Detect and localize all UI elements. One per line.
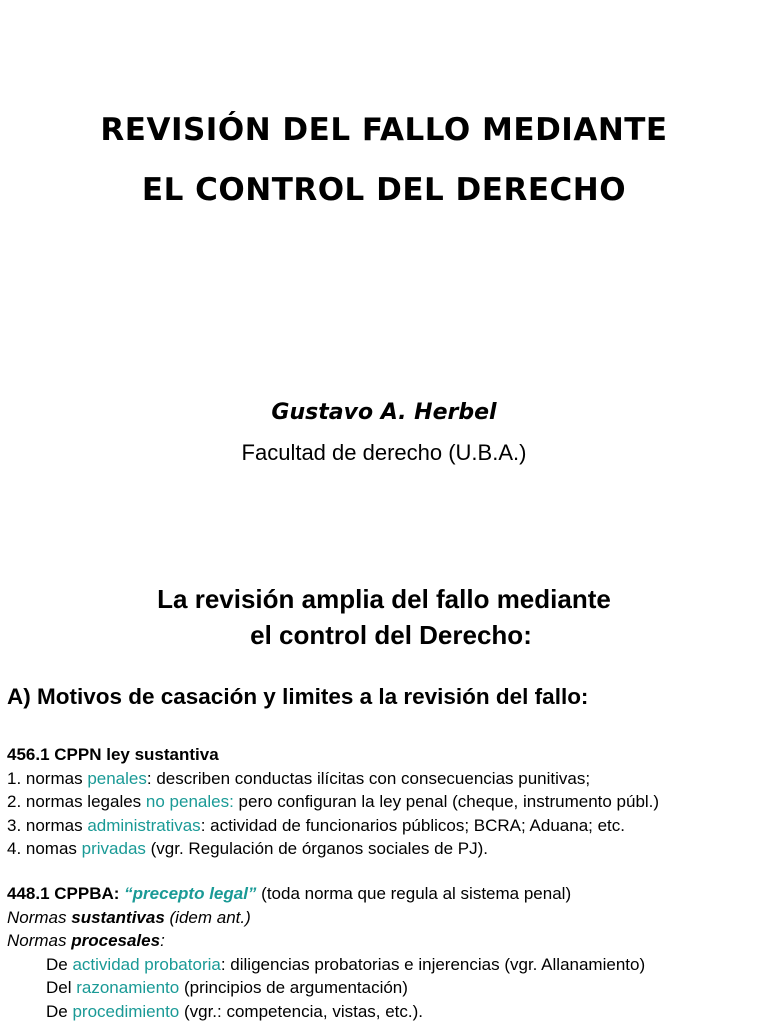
cppn-block bbox=[7, 743, 659, 861]
cppn-heading: 456.1 CPPN ley sustantiva bbox=[7, 745, 219, 764]
item-prefix: 2. normas legales bbox=[7, 792, 146, 811]
document-title-line-2: EL CONTROL DEL DERECHO bbox=[141, 172, 627, 208]
section-heading: A) Motivos de casación y limites a la revisión del fallo: bbox=[7, 684, 589, 709]
cppn-item-2 bbox=[7, 790, 659, 814]
cppn-item-4 bbox=[7, 837, 659, 861]
item-highlight: penales bbox=[87, 768, 147, 788]
item-highlight: razonamiento bbox=[76, 978, 180, 997]
line-suffix: : bbox=[160, 931, 165, 950]
line-bold: sustantivas bbox=[71, 907, 165, 927]
subtitle-colon: : bbox=[523, 620, 532, 650]
cppba-sub-item-3 bbox=[7, 1000, 645, 1024]
item-highlight: actividad probatoria bbox=[72, 954, 221, 974]
line-prefix: Normas bbox=[7, 931, 72, 950]
section-subtitle-line-2 bbox=[0, 620, 768, 651]
item-suffix: (principios de argumentación) bbox=[179, 978, 408, 997]
cppn-item-1 bbox=[7, 767, 659, 791]
item-highlight: no penales: bbox=[145, 792, 234, 811]
author-affiliation: Facultad de derecho (U.B.A.) bbox=[241, 440, 527, 465]
item-suffix: : describen conductas ilícitas con consecuencias punitivas; bbox=[146, 768, 591, 788]
line-prefix: Normas bbox=[7, 907, 72, 927]
line-suffix: (idem ant.) bbox=[164, 907, 251, 927]
item-highlight: procedimiento bbox=[72, 1001, 180, 1021]
item-prefix: Del bbox=[46, 978, 77, 997]
cppba-heading-label: 448.1 CPPBA: bbox=[7, 884, 125, 903]
line-bold: procesales bbox=[71, 931, 161, 950]
cppba-block bbox=[7, 882, 645, 1023]
cppba-sub-item-1 bbox=[7, 953, 645, 977]
cppba-heading bbox=[7, 882, 645, 906]
item-suffix: (vgr. Regulación de órganos sociales de PJ). bbox=[145, 839, 488, 858]
subtitle-text: el control del Derecho bbox=[250, 620, 524, 650]
cppba-heading-rest: (toda norma que regula al sistema penal) bbox=[256, 884, 572, 903]
item-suffix: pero configuran la ley penal (cheque, instrumento públ.) bbox=[233, 792, 660, 811]
document-title-line-1: REVISIÓN DEL FALLO MEDIANTE bbox=[100, 112, 668, 148]
item-prefix: De bbox=[46, 954, 73, 974]
cppba-heading-quote: “precepto legal” bbox=[124, 884, 257, 903]
item-prefix: 4. nomas bbox=[7, 839, 82, 858]
item-prefix: 1. normas bbox=[7, 768, 88, 788]
item-prefix: 3. normas bbox=[7, 815, 88, 835]
cppn-item-3 bbox=[7, 814, 659, 838]
section-subtitle-line-1: La revisión amplia del fallo mediante bbox=[157, 584, 611, 614]
cppba-line-procesales bbox=[7, 929, 645, 953]
item-suffix: (vgr.: competencia, vistas, etc.). bbox=[179, 1001, 424, 1021]
item-highlight: privadas bbox=[81, 839, 146, 858]
cppba-sub-item-2 bbox=[7, 976, 645, 1000]
item-suffix: : diligencias probatorias e injerencias (vgr. Allanamiento) bbox=[220, 954, 646, 974]
cppba-line-sustantivas bbox=[7, 906, 645, 930]
item-highlight: administrativas bbox=[87, 815, 201, 835]
item-prefix: De bbox=[46, 1001, 73, 1021]
item-suffix: : actividad de funcionarios públicos; BCRA; Aduana; etc. bbox=[200, 815, 625, 835]
author-name: Gustavo A. Herbel bbox=[271, 400, 497, 425]
